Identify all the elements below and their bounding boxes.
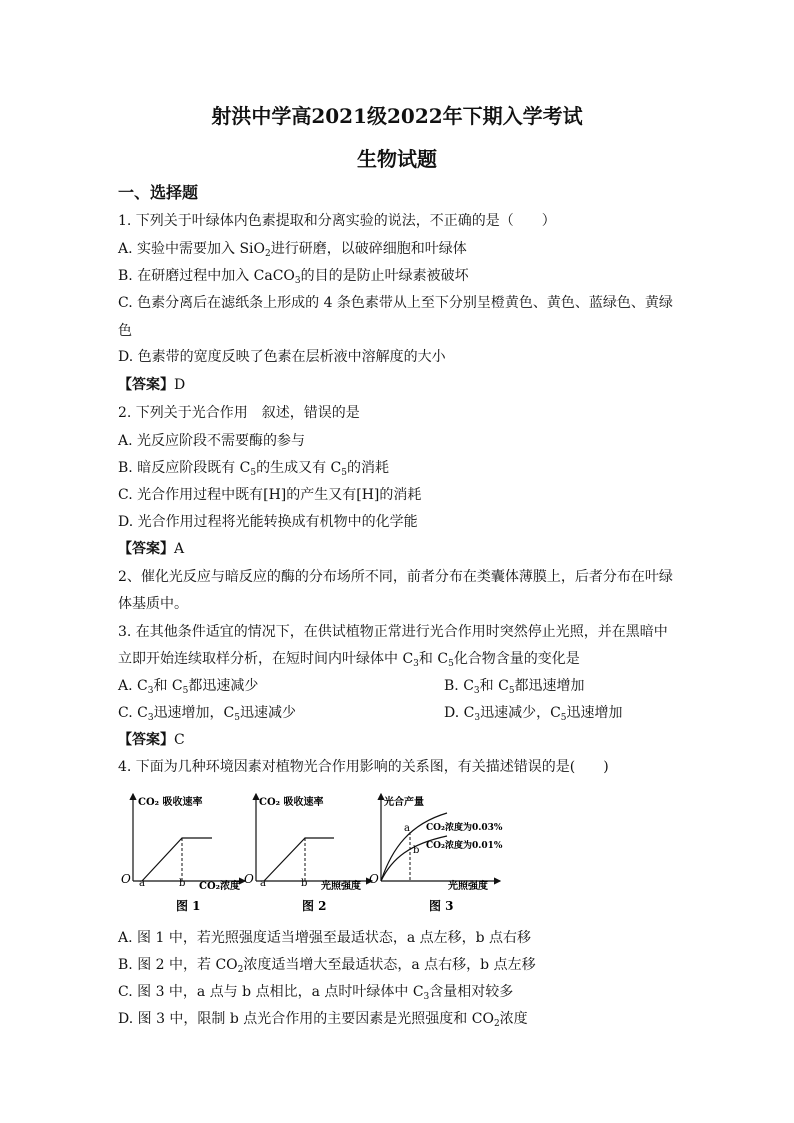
fig2-point-b: b	[301, 878, 308, 889]
fig3-origin: O	[369, 872, 379, 886]
fig3-point-b: b	[413, 845, 420, 856]
fig3-xlabel: 光照强度	[448, 881, 488, 892]
q3-option-c: C. $C_3$迅速增加，$C_5$迅速减少	[118, 705, 297, 723]
q2-stem: 2. 下列关于光合作用 叙述，错误的是	[118, 405, 360, 421]
q1-option-c-line1: C. 色素分离后在滤纸条上形成的 4 条色素带从上至下分别呈橙黄色、黄色、蓝绿色、黄绿	[118, 295, 673, 311]
fig2-point-a: a	[260, 878, 266, 889]
fig1-point-a: a	[139, 878, 145, 889]
q1-option-d: D. 色素带的宽度反映了色素在层析液中溶解度的大小	[118, 349, 446, 365]
q4-figures	[0, 786, 794, 926]
q4-option-d: D. 图 3 中，限制 b 点光合作用的主要因素是光照强度和 $CO_2$浓度	[118, 1011, 528, 1029]
q1-option-c-line2: 色	[118, 323, 132, 339]
q3-option-d: D. $C_3$迅速减少，$C_5$迅速增加	[444, 705, 623, 723]
page-subtitle: 生物试题	[357, 147, 437, 171]
q2-option-a: A. 光反应阶段不需要酶的参与	[118, 433, 306, 449]
note-line2: 体基质中。	[118, 596, 188, 612]
q2-option-b: B. 暗反应阶段既有 $C_5$的生成又有 $C_5$的消耗	[118, 460, 389, 478]
fig1-caption: 图 1	[176, 899, 201, 913]
q4-option-c: C. 图 3 中，a 点与 b 点相比，a 点时叶绿体中 $C_3$含量相对较多	[118, 984, 514, 1002]
q2-option-d: D. 光合作用过程将光能转换成有机物中的化学能	[118, 514, 418, 530]
q2-option-c: C. 光合作用过程中既有[H]的产生又有[H]的消耗	[118, 487, 422, 503]
q1-stem: 1. 下列关于叶绿体内色素提取和分离实验的说法，不正确的是（ ）	[118, 213, 556, 229]
q1-answer: 【答案】D	[118, 377, 186, 393]
fig1-ylabel: CO₂ 吸收速率	[138, 797, 203, 808]
figure-2	[244, 794, 372, 892]
fig2-caption: 图 2	[302, 899, 327, 913]
q3-option-b: B. $C_3$和 $C_5$都迅速增加	[444, 678, 585, 696]
figure-3	[369, 794, 503, 892]
q3-answer: 【答案】C	[118, 732, 185, 748]
fig1-origin: O	[121, 872, 131, 886]
q2-answer: 【答案】A	[118, 541, 185, 557]
section-heading: 一、选择题	[118, 183, 199, 202]
fig3-ylabel: 光合产量	[384, 797, 424, 808]
figure-1	[121, 794, 245, 892]
fig2-xlabel: 光照强度	[321, 881, 361, 892]
q3-option-a: A. $C_3$和 $C_5$都迅速减少	[118, 678, 259, 696]
fig3-curve2-label: CO₂浓度为0.01%	[426, 841, 503, 851]
page-title: 射洪中学高2021级2022年下期入学考试	[211, 104, 583, 128]
fig2-origin: O	[244, 872, 254, 886]
fig3-point-a: a	[404, 823, 410, 834]
q3-stem-line2: 立即开始连续取样分析，在短时间内叶绿体中 $C_3$和 $C_5$化合物含量的变化是	[118, 651, 580, 669]
q4-stem: 4. 下面为几种环境因素对植物光合作用影响的关系图，有关描述错误的是( )	[118, 759, 609, 775]
q3-stem-line1: 3. 在其他条件适宜的情况下，在供试植物正常进行光合作用时突然停止光照，并在黑暗中	[118, 624, 668, 640]
q4-option-b: B. 图 2 中，若 $CO_2$浓度适当增大至最适状态，a 点右移，b 点左移	[118, 957, 536, 975]
fig1-point-b: b	[179, 878, 186, 889]
fig3-curve1-label: CO₂浓度为0.03%	[426, 823, 503, 833]
q1-option-a: A. 实验中需要加入 SiO$_2$进行研磨，以破碎细胞和叶绿体	[118, 241, 467, 259]
q1-option-b: B. 在研磨过程中加入 CaCO$_3$的目的是防止叶绿素被破坏	[118, 268, 469, 286]
note-line1: 2、催化光反应与暗反应的酶的分布场所不同，前者分布在类囊体薄膜上，后者分布在叶绿	[118, 569, 673, 585]
fig2-ylabel: CO₂ 吸收速率	[259, 797, 324, 808]
q4-option-a: A. 图 1 中，若光照强度适当增强至最适状态，a 点左移，b 点右移	[118, 930, 532, 946]
fig3-caption: 图 3	[429, 899, 454, 913]
fig1-xlabel: CO₂浓度	[199, 881, 241, 892]
